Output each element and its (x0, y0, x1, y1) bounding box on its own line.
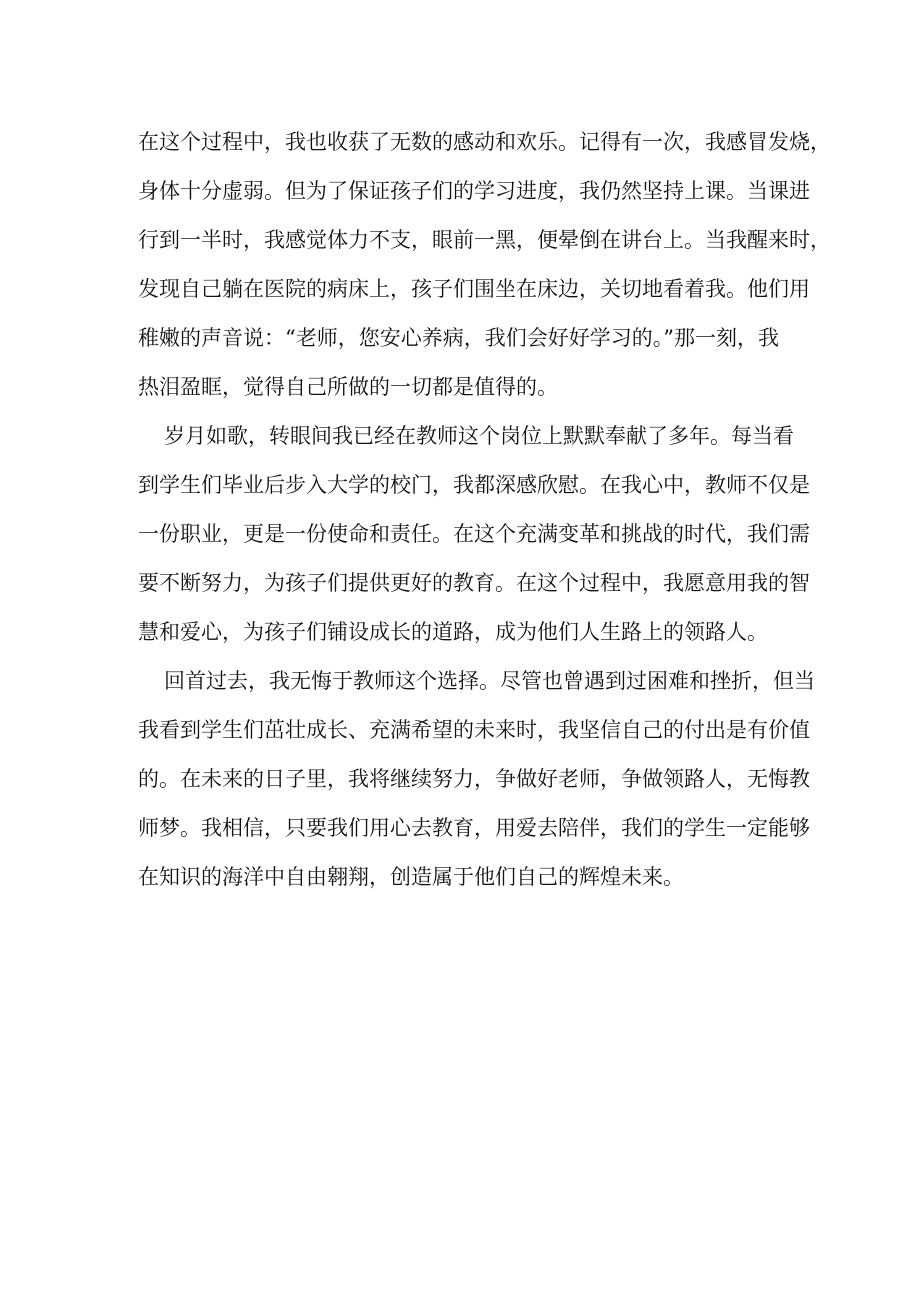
paragraph-line: 要不断努力，为孩子们提供更好的教育。在这个过程中，我愿意用我的智 (138, 571, 810, 595)
document-body (138, 118, 831, 902)
paragraph-line: 在知识的海洋中自由翱翔，创造属于他们自己的辉煌未来。 (138, 865, 684, 889)
paragraph-line: 师梦。我相信，只要我们用心去教育，用爱去陪伴，我们的学生一定能够 (138, 816, 810, 840)
paragraph-1 (138, 118, 831, 412)
paragraph-line: 岁月如歌，转眼间我已经在教师这个岗位上默默奉献了多年。每当看 (164, 424, 794, 448)
paragraph-line: 稚嫩的声音说：“老师，您安心养病，我们会好好学习的。”那一刻，我 (138, 326, 779, 350)
paragraph-line: 热泪盈眶，觉得自己所做的一切都是值得的。 (138, 375, 558, 399)
paragraph-line: 我看到学生们茁壮成长、充满希望的未来时，我坚信自己的付出是有价值 (138, 718, 810, 742)
paragraph-line: 到学生们毕业后步入大学的校门，我都深感欣慰。在我心中，教师不仅是 (138, 473, 810, 497)
paragraph-line: 发现自己躺在医院的病床上，孩子们围坐在床边，关切地看着我。他们用 (138, 277, 810, 301)
paragraph-line: 回首过去，我无悔于教师这个选择。尽管也曾遇到过困难和挫折，但当 (164, 669, 815, 693)
paragraph-2 (138, 412, 818, 657)
paragraph-line: 身体十分虚弱。但为了保证孩子们的学习进度，我仍然坚持上课。当课进 (138, 179, 810, 203)
paragraph-3 (138, 657, 818, 902)
paragraph-line: 行到一半时，我感觉体力不支，眼前一黑，便晕倒在讲台上。当我醒来时， (138, 228, 831, 252)
paragraph-line: 慧和爱心，为孩子们铺设成长的道路，成为他们人生路上的领路人。 (138, 620, 768, 644)
paragraph-line: 的。在未来的日子里，我将继续努力，争做好老师，争做领路人，无悔教 (138, 767, 810, 791)
paragraph-line: 一份职业，更是一份使命和责任。在这个充满变革和挑战的时代，我们需 (138, 522, 810, 546)
paragraph-line: 在这个过程中，我也收获了无数的感动和欢乐。记得有一次，我感冒发烧， (138, 130, 831, 154)
